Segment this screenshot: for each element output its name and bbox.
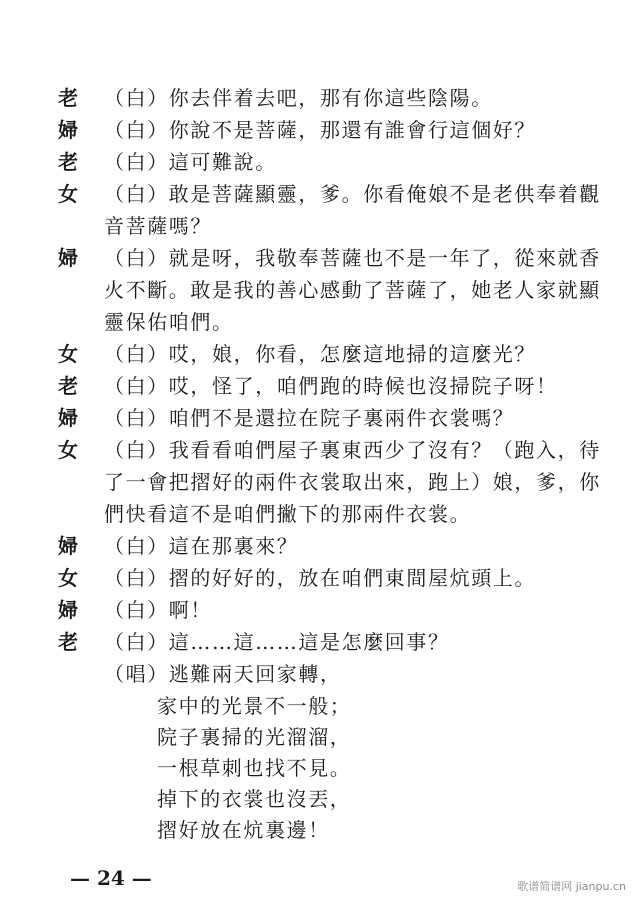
speaker-label: 婦 <box>58 406 78 430</box>
verse-text: 摺好放在炕裏邊！ <box>157 818 330 842</box>
speaker-label: 老 <box>58 150 78 174</box>
dialogue-text: （白）這可難說。 <box>104 150 277 174</box>
verse-text: 院子裏掃的光溜溜， <box>157 725 352 749</box>
verse-text: 一根草刺也找不見。 <box>157 756 352 780</box>
dialogue-text: （白）你說不是菩薩，那還有誰會行這個好？ <box>104 118 536 142</box>
page-number: — 24 — <box>70 866 152 890</box>
dialogue-text: 音菩薩嗎？ <box>104 214 212 238</box>
dialogue-text: （白）摺的好好的，放在咱們東間屋炕頭上。 <box>104 566 536 590</box>
speaker-label: 女 <box>58 182 78 206</box>
dialogue-text: 火不斷。敢是我的善心感動了菩薩了，她老人家就顯 <box>104 278 601 302</box>
dialogue-text: （白）我看看咱們屋子裏東西少了沒有？（跑入，待 <box>104 438 601 462</box>
speaker-label: 女 <box>58 438 78 462</box>
speaker-label: 老 <box>58 630 78 654</box>
dialogue-text: （白）你去伴着去吧，那有你這些陰陽。 <box>104 86 493 110</box>
speaker-label: 女 <box>58 342 78 366</box>
dialogue-text: （唱）逃難兩天回家轉， <box>104 662 342 686</box>
dialogue-text: （白）這……這……這是怎麼回事？ <box>104 630 450 654</box>
speaker-label: 老 <box>58 86 78 110</box>
dialogue-text: （白）哎，怪了，咱們跑的時候也沒掃院子呀！ <box>104 374 558 398</box>
watermark: 歌谱简谱网 jianpu.cn <box>517 880 626 893</box>
verse-text: 掉下的衣裳也沒丟， <box>157 787 352 811</box>
dialogue-text: （白）咱們不是還拉在院子裏兩件衣裳嗎？ <box>104 406 515 430</box>
speaker-label: 老 <box>58 374 78 398</box>
dialogue-text: 們快看這不是咱們撇下的那兩件衣裳。 <box>104 502 472 526</box>
dialogue-text: （白）啊！ <box>104 598 212 622</box>
dialogue-text: （白）哎，娘，你看，怎麼這地掃的這麼光？ <box>104 342 536 366</box>
speaker-label: 婦 <box>58 534 78 558</box>
dialogue-text: （白）敢是菩薩顯靈，爹。你看俺娘不是老供奉着觀 <box>104 182 601 206</box>
dialogue-text: （白）這在那裏來？ <box>104 534 299 558</box>
speaker-label: 婦 <box>58 598 78 622</box>
speaker-label: 婦 <box>58 118 78 142</box>
speaker-label: 婦 <box>58 246 78 270</box>
verse-text: 家中的光景不一般； <box>157 694 352 718</box>
speaker-label: 女 <box>58 566 78 590</box>
dialogue-text: 了一會把摺好的兩件衣裳取出來，跑上）娘，爹，你 <box>104 470 601 494</box>
dialogue-text: （白）就是呀，我敬奉菩薩也不是一年了，從來就香 <box>104 246 601 270</box>
dialogue-text: 靈保佑咱們。 <box>104 310 234 334</box>
